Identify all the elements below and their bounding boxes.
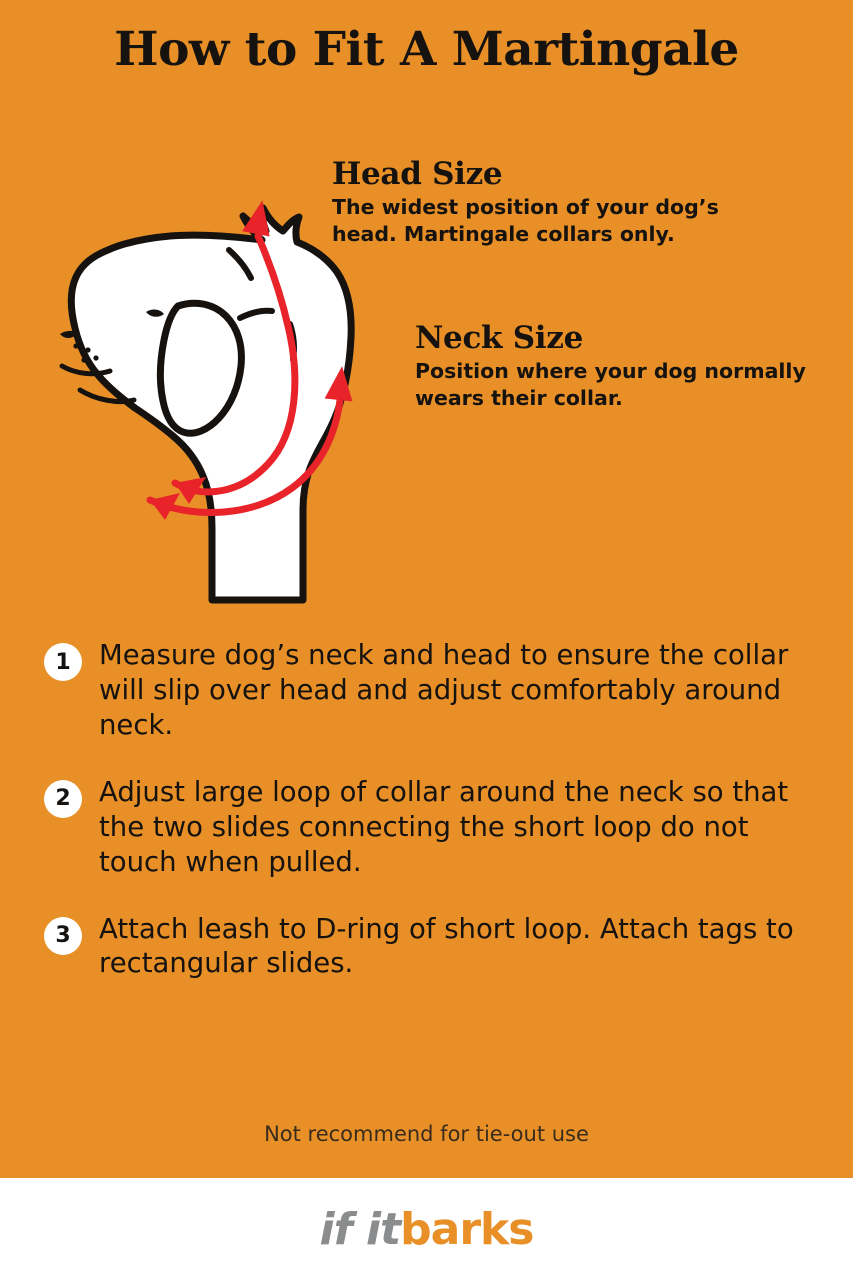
callout-head-size — [332, 156, 752, 247]
brand-logo-part1: if it — [319, 1203, 401, 1255]
brand-logo — [319, 1204, 533, 1255]
step-text: Attach leash to D-ring of short loop. Attach tags to rectangular slides. — [99, 912, 794, 980]
step-number-badge: 1 — [44, 643, 82, 681]
callout-neck-size — [415, 320, 815, 411]
step-number-badge: 2 — [44, 780, 82, 818]
step-text: Adjust large loop of collar around the neck so that the two slides connecting the short loop do not touch when pulled. — [99, 775, 789, 878]
brand-logo-part2: barks — [400, 1203, 534, 1255]
list-item — [0, 912, 853, 982]
callout-neck-size-body: Position where your dog normally wears their collar. — [415, 359, 806, 410]
logo-bar — [0, 1178, 853, 1280]
callout-head-size-body: The widest position of your dog’s head. Martingale collars only. — [332, 195, 719, 246]
list-item — [0, 775, 853, 880]
list-item — [0, 638, 853, 743]
callout-head-size-heading: Head Size — [332, 156, 503, 192]
instruction-steps — [0, 638, 853, 1013]
callout-neck-size-heading: Neck Size — [415, 320, 583, 356]
step-number-badge: 3 — [44, 917, 82, 955]
dog-measurement-diagram — [0, 128, 853, 628]
page-title: How to Fit A Martingale — [114, 22, 739, 77]
step-text: Measure dog’s neck and head to ensure the collar will slip over head and adjust comfortably around neck. — [99, 639, 789, 741]
footnote: Not recommend for tie-out use — [264, 1122, 589, 1146]
